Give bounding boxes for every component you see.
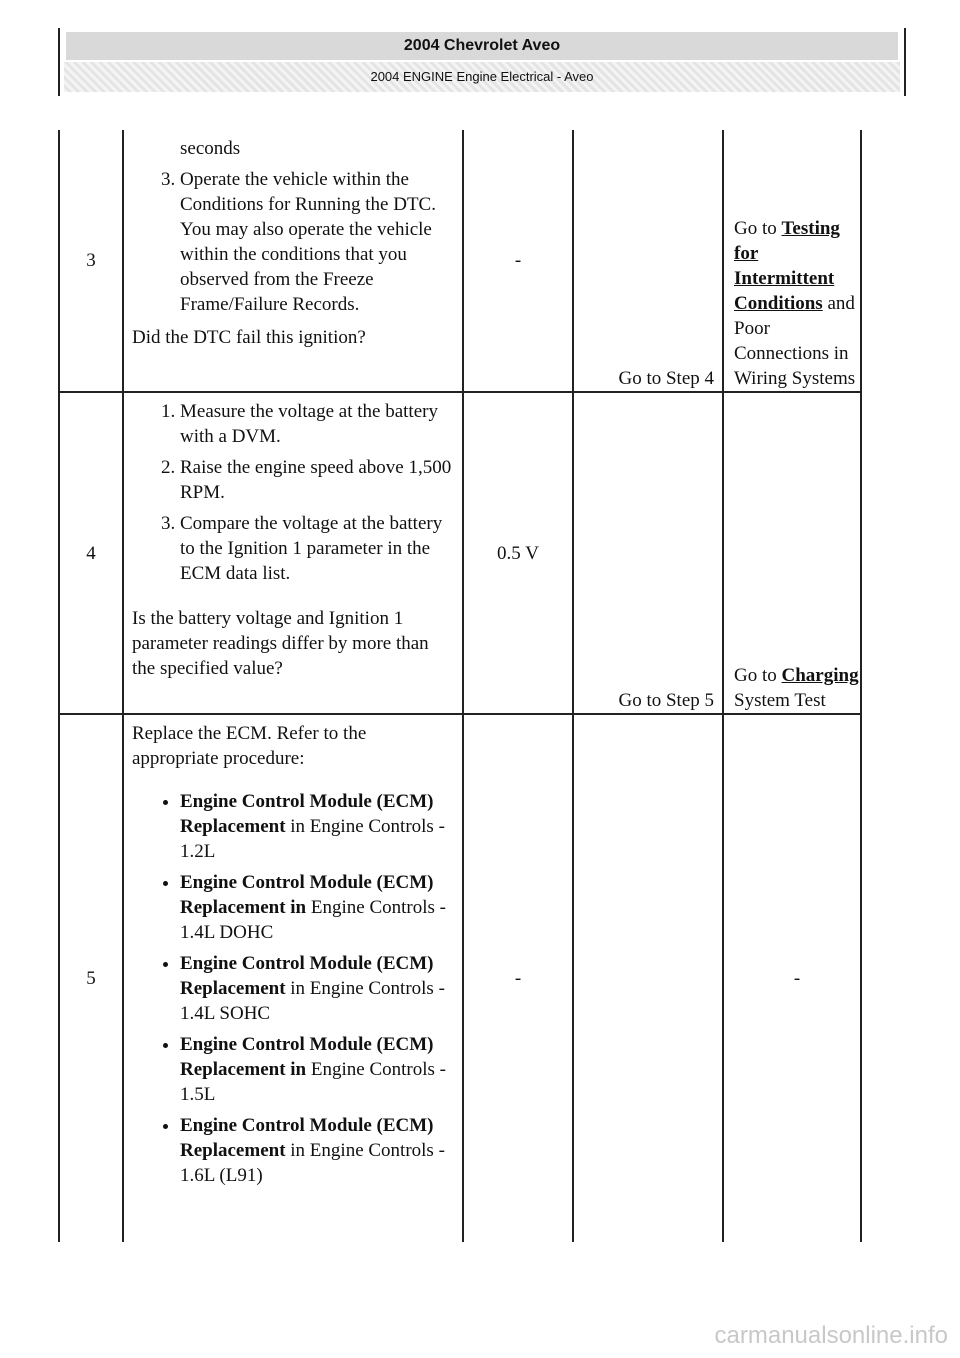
list-item[interactable]: • Engine Control Module (ECM) Replacement in Engine Controls - 1.2L [180, 789, 456, 864]
list-item[interactable]: • Engine Control Module (ECM) Replacement in Engine Controls - 1.6L (L91) [180, 1113, 456, 1188]
document-subtitle: 2004 ENGINE Engine Electrical - Aveo [64, 62, 900, 92]
action-step: 2. Raise the engine speed above 1,500 RPM. [180, 455, 456, 505]
no-cell [723, 392, 861, 714]
action-step: 3. Compare the voltage at the battery to the Ignition 1 parameter in the ECM data list. [180, 511, 456, 586]
no-suffix: and Poor Connections in Wiring Systems [734, 293, 856, 389]
table-row [59, 714, 861, 1242]
no-prefix: Go to [734, 218, 782, 239]
action-steps [132, 399, 456, 586]
action-cell [123, 714, 463, 1242]
yes-cell [573, 714, 723, 1242]
step-number: 3 [59, 130, 123, 392]
yes-cell [573, 130, 723, 392]
diagnostic-table [58, 130, 862, 1242]
action-step: 3. Operate the vehicle within the Conditions for Running the DTC. You may also operate the vehicle within the conditions that you observed from the Freeze Frame/Failure Records. [180, 167, 456, 317]
yes-text: Go to Step 5 [618, 690, 714, 711]
testing-intermittent-link[interactable]: Testing for Intermittent Conditions [734, 218, 840, 314]
step-number: 4 [59, 392, 123, 714]
step-number: 5 [59, 714, 123, 1242]
action-cell [123, 130, 463, 392]
value-cell: - [463, 714, 573, 1242]
value-cell: - [463, 130, 573, 392]
replace-intro: Replace the ECM. Refer to the appropriate procedure: [132, 723, 367, 769]
procedure-list [132, 789, 456, 1188]
yes-cell [573, 392, 723, 714]
value-cell: 0.5 V [463, 392, 573, 714]
table-row [59, 130, 861, 392]
question-text: Is the battery voltage and Ignition 1 parameter readings differ by more than the specified value? [132, 608, 429, 679]
no-suffix: System Test [734, 690, 826, 711]
continued-text: seconds [180, 138, 241, 159]
watermark: carmanualsonline.info [714, 1322, 948, 1349]
document-title: 2004 Chevrolet Aveo [66, 32, 898, 60]
action-step: 1. Measure the voltage at the battery with a DVM. [180, 399, 456, 449]
action-cell [123, 392, 463, 714]
yes-text: Go to Step 4 [618, 368, 714, 389]
list-item[interactable]: • Engine Control Module (ECM) Replacement in Engine Controls - 1.4L SOHC [180, 951, 456, 1026]
list-item[interactable]: • Engine Control Module (ECM) Replacement in Engine Controls - 1.4L DOHC [180, 870, 456, 945]
no-cell [723, 130, 861, 392]
table-row [59, 392, 861, 714]
question-text: Did the DTC fail this ignition? [132, 327, 366, 348]
no-prefix: Go to [734, 665, 782, 686]
no-cell: - [723, 714, 861, 1242]
list-item[interactable]: • Engine Control Module (ECM) Replacement in Engine Controls - 1.5L [180, 1032, 456, 1107]
action-steps [132, 167, 456, 317]
charging-link[interactable]: Charging [781, 665, 859, 686]
